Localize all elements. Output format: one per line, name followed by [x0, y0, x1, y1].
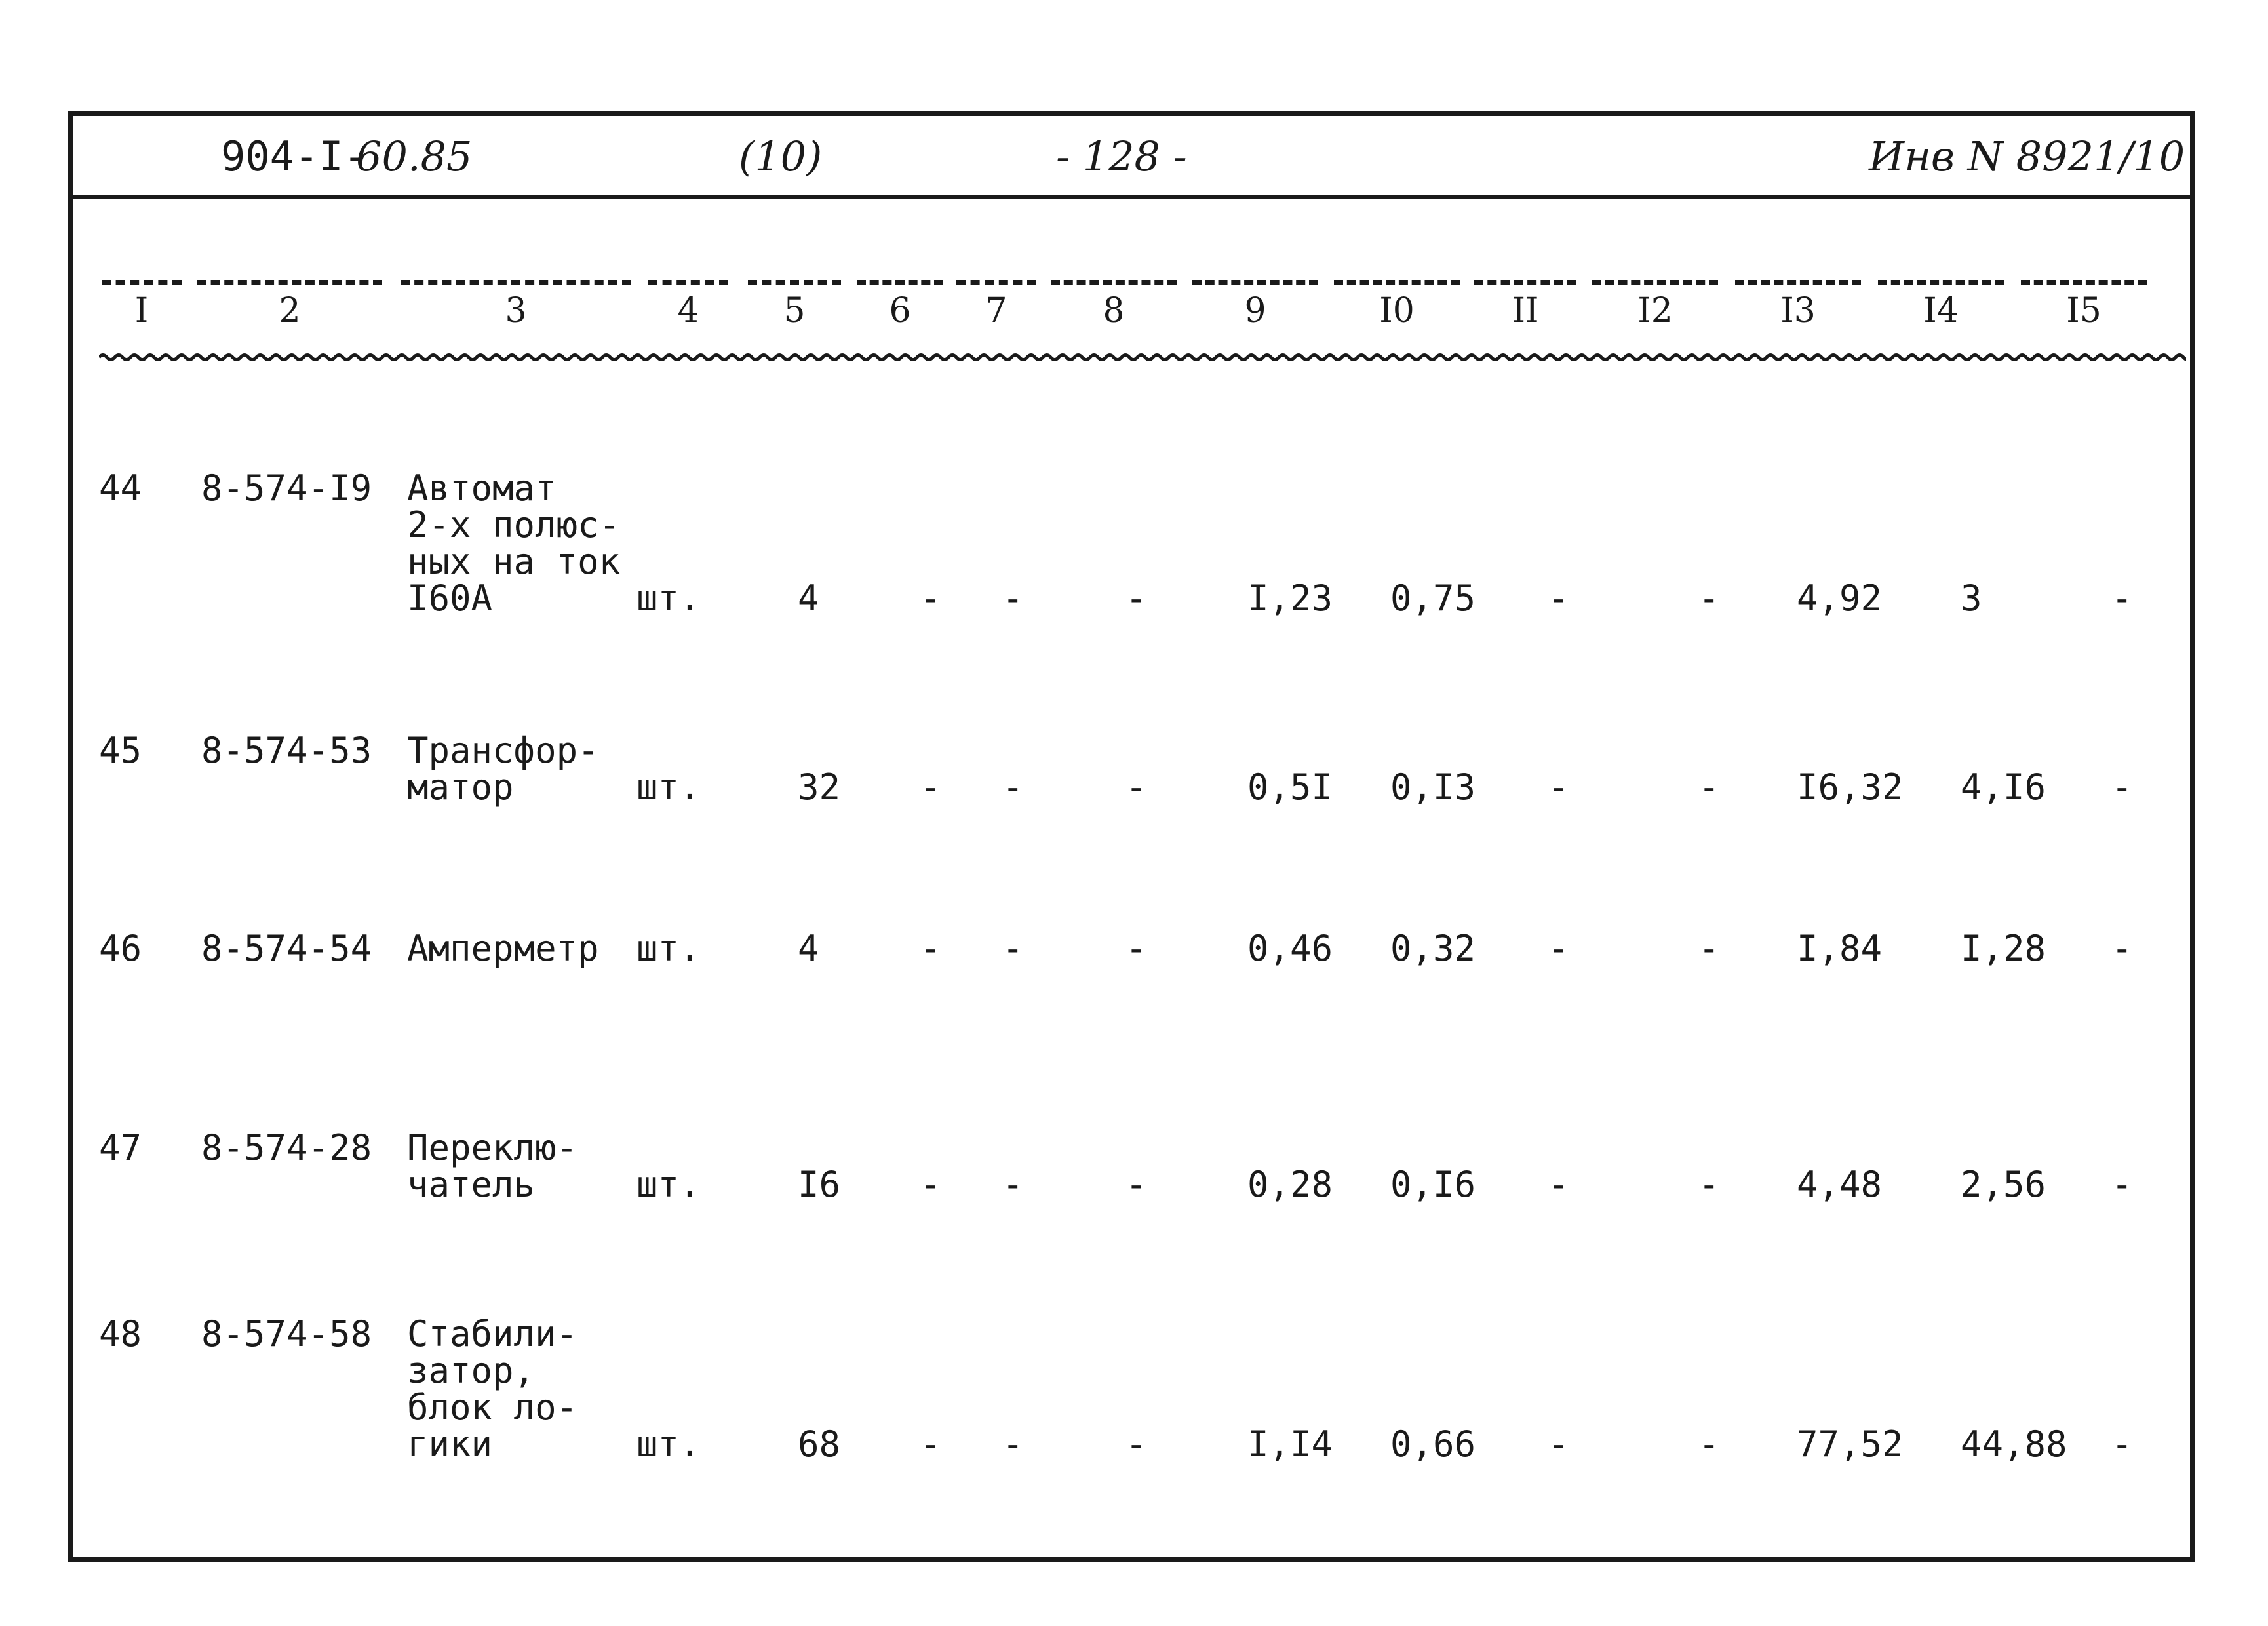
column-number-label: 2	[279, 291, 301, 330]
row-number: 47	[99, 1127, 142, 1168]
col12-cell: -	[1698, 1164, 1720, 1205]
quantity-cell: 4	[798, 928, 819, 969]
item-code: 8-574-I9	[201, 467, 372, 509]
col10-cell: 0,66	[1390, 1423, 1476, 1465]
col9-cell: 0,46	[1247, 928, 1333, 969]
unit-cell: шт.	[636, 578, 701, 619]
col12-cell: -	[1698, 766, 1720, 808]
col10-cell: 0,I3	[1390, 766, 1476, 808]
quantity-cell: 32	[798, 766, 841, 808]
col6-cell: -	[920, 766, 941, 808]
col11-cell: -	[1548, 766, 1569, 808]
col15-cell: -	[2111, 928, 2133, 969]
item-description: Автомат 2-х полюс- ных на ток I60А	[407, 467, 621, 619]
col8-cell: -	[1125, 1164, 1147, 1205]
row-number: 45	[99, 730, 142, 771]
column-number-label: I5	[2066, 291, 2102, 330]
column-number-label: I4	[1923, 291, 1959, 330]
col7-cell: -	[1002, 766, 1024, 808]
col9-cell: 0,5I	[1247, 766, 1333, 808]
doc-code: 904-I-	[221, 132, 368, 180]
col13-cell: I,84	[1797, 928, 1883, 969]
item-code: 8-574-53	[201, 730, 372, 771]
column-number-label: 4	[677, 291, 699, 330]
row-number: 44	[99, 467, 142, 509]
col6-cell: -	[920, 1423, 941, 1465]
col15-cell: -	[2111, 1164, 2133, 1205]
document-sheet	[68, 111, 2195, 1562]
col8-cell: -	[1125, 766, 1147, 808]
col14-cell: 2,56	[1961, 1164, 2046, 1205]
table-body	[73, 116, 2190, 1557]
item-description: Трансфор- матор	[407, 730, 599, 808]
col13-cell: 77,52	[1797, 1423, 1904, 1465]
col14-cell: I,28	[1961, 928, 2046, 969]
col13-cell: 4,92	[1797, 578, 1883, 619]
col15-cell: -	[2111, 578, 2133, 619]
quantity-cell: I6	[798, 1164, 841, 1205]
item-code: 8-574-28	[201, 1127, 372, 1168]
item-description: Амперметр	[407, 928, 599, 969]
col10-cell: 0,75	[1390, 578, 1476, 619]
col11-cell: -	[1548, 928, 1569, 969]
col14-cell: 4,I6	[1961, 766, 2046, 808]
col12-cell: -	[1698, 1423, 1720, 1465]
col14-cell: 44,88	[1961, 1423, 2067, 1465]
column-number-label: I0	[1379, 291, 1415, 330]
col8-cell: -	[1125, 1423, 1147, 1465]
row-number: 46	[99, 928, 142, 969]
col6-cell: -	[920, 928, 941, 969]
column-number-label: 7	[985, 291, 1007, 330]
page-number: - 128 -	[1056, 132, 1187, 180]
col14-cell: 3	[1961, 578, 1982, 619]
col12-cell: -	[1698, 928, 1720, 969]
col13-cell: 4,48	[1797, 1164, 1883, 1205]
column-number-label: 5	[783, 291, 806, 330]
col9-cell: I,23	[1247, 578, 1333, 619]
unit-cell: шт.	[636, 1423, 701, 1465]
col11-cell: -	[1548, 578, 1569, 619]
unit-cell: шт.	[636, 766, 701, 808]
quantity-cell: 68	[798, 1423, 841, 1465]
column-number-label: I	[134, 291, 149, 330]
column-number-label: 6	[889, 291, 911, 330]
col10-cell: 0,I6	[1390, 1164, 1476, 1205]
col9-cell: 0,28	[1247, 1164, 1333, 1205]
col7-cell: -	[1002, 1423, 1024, 1465]
col7-cell: -	[1002, 578, 1024, 619]
sheet-reference: (10)	[739, 132, 823, 180]
col6-cell: -	[920, 1164, 941, 1205]
quantity-cell: 4	[798, 578, 819, 619]
col10-cell: 0,32	[1390, 928, 1476, 969]
col12-cell: -	[1698, 578, 1720, 619]
item-description: Переклю- чатель	[407, 1127, 578, 1205]
inventory-number: Инв N 8921/10	[1869, 132, 2185, 180]
column-number-label: I2	[1637, 291, 1673, 330]
col7-cell: -	[1002, 928, 1024, 969]
col6-cell: -	[920, 578, 941, 619]
item-code: 8-574-58	[201, 1313, 372, 1355]
column-number-label: 9	[1244, 291, 1266, 330]
doc-code-handwritten: 60.85	[356, 132, 473, 180]
col13-cell: I6,32	[1797, 766, 1904, 808]
col9-cell: I,I4	[1247, 1423, 1333, 1465]
row-number: 48	[99, 1313, 142, 1355]
col8-cell: -	[1125, 928, 1147, 969]
col15-cell: -	[2111, 766, 2133, 808]
unit-cell: шт.	[636, 1164, 701, 1205]
item-description: Стабили- затор, блок ло- гики	[407, 1313, 578, 1465]
column-number-label: I3	[1780, 291, 1816, 330]
item-code: 8-574-54	[201, 928, 372, 969]
unit-cell: шт.	[636, 928, 701, 969]
col7-cell: -	[1002, 1164, 1024, 1205]
column-number-label: II	[1512, 291, 1539, 330]
col11-cell: -	[1548, 1423, 1569, 1465]
column-number-label: 3	[505, 291, 527, 330]
column-number-label: 8	[1103, 291, 1125, 330]
col11-cell: -	[1548, 1164, 1569, 1205]
col15-cell: -	[2111, 1423, 2133, 1465]
col8-cell: -	[1125, 578, 1147, 619]
